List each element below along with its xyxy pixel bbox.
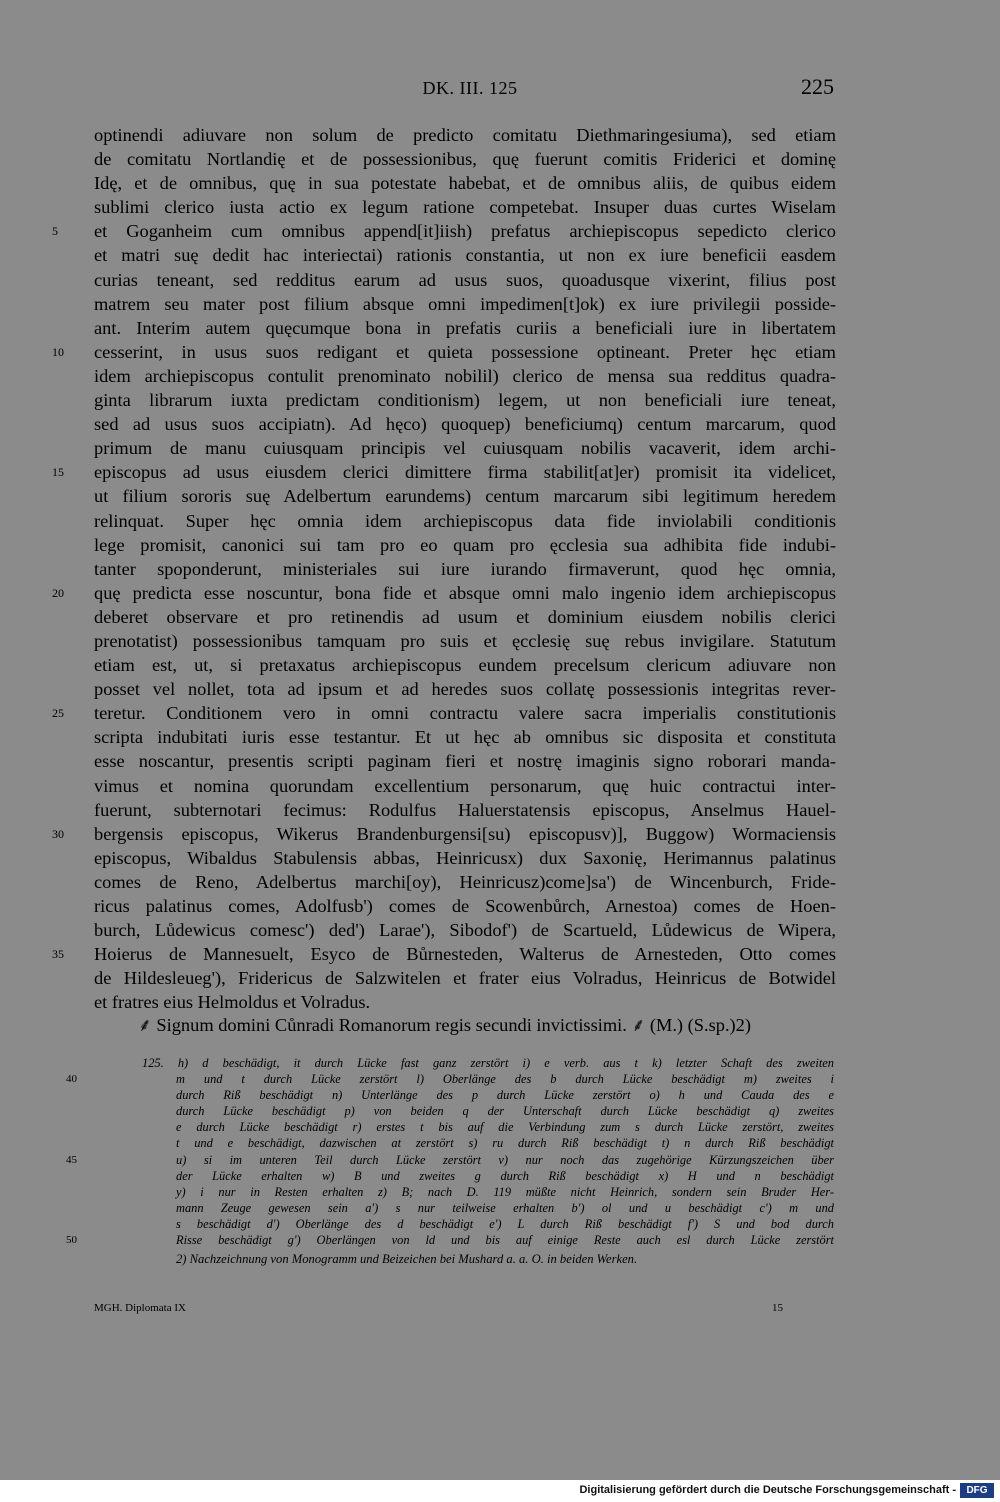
footnote-line xyxy=(66,1152,834,1168)
text-line xyxy=(52,822,836,846)
footnote-text: der Lücke erhalten w) B und zweites g durch Riß beschädigt x) H und n beschädigt xyxy=(176,1168,834,1183)
line-number: 15 xyxy=(52,465,64,480)
text-line xyxy=(94,147,836,171)
text-line xyxy=(94,533,836,557)
text-line xyxy=(52,942,836,966)
line-text: prenotatist) possessionibus tamquam pro suis et ęcclesię suę rebus invigilare. Statutum xyxy=(94,630,836,651)
line-text: idem archiepiscopus contulit prenominato nobilil) clerico de mensa sua redditus quadra- xyxy=(94,365,836,386)
dfg-logo: DFG xyxy=(960,1483,994,1498)
footnote-line xyxy=(176,1087,834,1103)
text-line xyxy=(94,725,836,749)
footer-signature: 15 xyxy=(772,1302,783,1314)
footnote-line xyxy=(176,1216,834,1232)
text-line xyxy=(94,316,836,340)
text-line xyxy=(94,774,836,798)
text-line xyxy=(52,219,836,243)
running-title: DK. III. 125 xyxy=(422,78,518,98)
line-number: 20 xyxy=(52,585,64,600)
line-text: comes de Reno, Adelbertus marchi[oy), Heinricusz)come]sa') de Wincenburch, Fride- xyxy=(94,871,836,892)
footnote-line xyxy=(176,1200,834,1216)
text-line xyxy=(94,123,836,147)
text-line xyxy=(94,436,836,460)
line-text: cesserint, in usus suos redigant et quieta possessione optineant. Preter hęc etiam xyxy=(94,341,836,362)
line-text: lege promisit, canonici sui tam pro eo quam pro ęcclesia sua adhibita fide indubi- xyxy=(94,534,836,555)
footnote-text: t und e beschädigt, dazwischen at zerstört s) ru durch Riß beschädigt t) n durch Riß beschädigt xyxy=(176,1136,834,1151)
footnote-2: 2) Nachzeichnung von Monogramm und Beizeichen bei Mushard a. a. O. in beiden Werken. xyxy=(176,1252,638,1266)
footnote-line xyxy=(176,1184,834,1200)
footnote-line xyxy=(176,1168,834,1184)
line-text: esse noscantur, presentis scripti paginam fieri et nostrę imaginis signo roborari manda- xyxy=(94,751,836,772)
footnote-text: s beschädigt d') Oberlänge des d beschädigt e') L durch Riß beschädigt f') S und bod durch xyxy=(176,1216,834,1231)
text-line xyxy=(94,918,836,942)
line-number: 25 xyxy=(52,706,64,721)
text-line xyxy=(94,243,836,267)
text-line xyxy=(94,894,836,918)
text-line xyxy=(52,340,836,364)
footnote-line xyxy=(66,1232,834,1248)
text-line xyxy=(94,798,836,822)
line-text: et fratres eius Helmoldus et Volradus. xyxy=(94,992,371,1013)
line-text: burch, Lůdewicus comesc') ded') Larae'), Sibodof') de Scartueld, Lůdewicus de Wipera, xyxy=(94,920,836,941)
text-line xyxy=(52,460,836,484)
line-text: ut filium sororis suę Adelbertum earundems) centum marcarum sibi legitimum heredem xyxy=(94,486,836,507)
text-line xyxy=(94,364,836,388)
line-text: bergensis episcopus, Wikerus Brandenburgensi[su) episcopusv)], Buggow) Wormaciensis xyxy=(94,823,836,844)
text-line xyxy=(94,677,836,701)
footnote-text: durch Lücke beschädigt p) von beiden q der Unterschaft durch Lücke beschädigt q) zweites xyxy=(176,1104,834,1119)
dfg-credit-text: Digitalisierung gefördert durch die Deutsche Forschungsgemeinschaft - xyxy=(579,1484,956,1496)
line-text: fuerunt, subternotari fecimus: Rodulfus Haluerstatensis episcopus, Anselmus Hauel- xyxy=(94,799,836,820)
line-text: Hoierus de Mannesuelt, Esyco de Bůrnesteden, Walterus de Arnesteden, Otto comes xyxy=(94,944,836,965)
line-text: de Hildesleueg'), Fridericus de Salzwitelen et frater eius Volradus, Heinricus de Botwidel xyxy=(94,968,836,989)
text-line xyxy=(94,388,836,412)
text-line xyxy=(94,846,836,870)
footnote-text: Risse beschädigt g') Oberlängen von ld und bis auf einige Reste auch esl durch Lücke zerstört xyxy=(176,1233,834,1248)
line-text: optinendi adiuvare non solum de predicto comitatu Diethmaringesiuma), sed etiam xyxy=(94,125,836,145)
dfg-banner xyxy=(0,1480,1000,1502)
line-text: Idę, et de omnibus, quę in sua potestate habebat, et de omnibus aliis, de quibus eidem xyxy=(94,173,836,194)
line-text: et matri suę dedit hac interiectai) rationis constantia, ut non ex iure beneficii easdem xyxy=(94,245,836,266)
footnote-text: e durch Lücke beschädigt r) erstes t bis auf die Verbindung zum s durch Lücke zerstört, zweites xyxy=(176,1120,834,1135)
footnotes xyxy=(66,1055,834,1248)
footnote-line xyxy=(176,1135,834,1151)
line-text: curias teneant, sed redditus earum ad usus suos, quoadusque vixerint, filius post xyxy=(94,269,836,290)
footnote-text: u) si im unteren Teil durch Lücke zerstört v) nur noch das zugehörige Kürzungszeichen über xyxy=(176,1152,834,1167)
line-number: 30 xyxy=(52,826,64,841)
line-number: 40 xyxy=(66,1073,77,1086)
line-text: matrem seu mater post filium absque omni impedimen[t]ok) ex iure privilegii posside- xyxy=(94,293,836,314)
line-text: vimus et nomina quorundam excellentium personarum, quę huic contractui inter- xyxy=(94,775,836,796)
line-text: tanter spoponderunt, ministeriales sui iure iurando firmaverunt, quod hęc omnia, xyxy=(94,558,836,579)
line-number: 5 xyxy=(52,224,58,239)
line-text: ricus palatinus comes, Adolfusb') comes de Scowenbůrch, Arnestoa) comes de Hoen- xyxy=(94,896,836,916)
text-line xyxy=(94,990,836,1014)
line-number: 50 xyxy=(66,1234,77,1247)
footnote-text: mann Zeuge gewesen sein a') s nur teilweise erhalten b') ol und u beschädigt c') m und xyxy=(176,1200,834,1215)
footnote-line xyxy=(176,1103,834,1119)
line-number: 45 xyxy=(66,1153,77,1166)
line-text: et Goganheim cum omnibus append[it]iish) prefatus archiepiscopus sepedicto clerico xyxy=(94,221,836,242)
line-text: primum de manu cuiusquam principis vel cuiusquam nobilis vacaverit, idem archi- xyxy=(94,438,836,459)
line-text: episcopus ad usus eiusdem clerici dimittere firma stabilit[at]er) promisit ita videlicet, xyxy=(94,462,836,483)
text-line xyxy=(94,749,836,773)
text-line xyxy=(52,701,836,725)
text-line xyxy=(94,195,836,219)
line-text: teretur. Conditionem vero in omni contractu valere sacra imperialis constitutionis xyxy=(94,703,836,724)
line-text: posset vel nollet, tota ad ipsum et ad heredes suos collatę possessionis integritas rever- xyxy=(94,679,836,700)
line-text: ant. Interim autem quęcumque bona in prefatis curiis a beneficiali iure in libertatem xyxy=(94,317,836,338)
text-line xyxy=(94,509,836,533)
text-line xyxy=(94,171,836,195)
text-line xyxy=(94,966,836,990)
text-line xyxy=(94,605,836,629)
line-text: relinquat. Super hęc omnia idem archiepiscopus data fide inviolabili conditionis xyxy=(94,510,836,531)
footnote-line xyxy=(142,1055,834,1071)
line-text: episcopus, Wibaldus Stabulensis abbas, Heinricusx) dux Saxonię, Herimannus palatinus xyxy=(94,847,836,868)
signum-line: ⸙ Signum domini Cůnradi Romanorum regis secundi invictissimi. ⸙ (M.) (S.sp.)2) xyxy=(138,1015,751,1035)
line-number: 35 xyxy=(52,947,64,962)
line-text: scripta indubitati iuris esse testantur. Et ut hęc ab omnibus sic disposita et constituta xyxy=(94,727,836,748)
footnote-line xyxy=(176,1119,834,1135)
line-number: 10 xyxy=(52,344,64,359)
footer-series: MGH. Diplomata IX xyxy=(94,1302,186,1314)
text-line xyxy=(94,292,836,316)
footnote-line xyxy=(66,1071,834,1087)
footnote-text: m und t durch Lücke zerstört l) Oberlänge des b durch Lücke beschädigt m) zweites i xyxy=(176,1072,834,1087)
page-number: 225 xyxy=(801,74,834,99)
line-text: etiam est, ut, si pretaxatus archiepiscopus eundem precelsum clericum adiuvare non xyxy=(94,655,836,676)
line-text: quę predicta esse noscuntur, bona fide et absque omni malo ingenio idem archiepiscopus xyxy=(94,582,836,603)
text-line xyxy=(94,629,836,653)
line-text: deberet observare et pro retinendis ad usum et dominium eiusdem nobilis clerici xyxy=(94,606,836,627)
body-text xyxy=(52,123,836,1014)
text-line xyxy=(94,557,836,581)
line-text: sed ad usus suos accipiatn). Ad hęco) quoquep) beneficiumq) centum marcarum, quod xyxy=(94,414,836,435)
text-line xyxy=(52,581,836,605)
footnote-text: durch Riß beschädigt n) Unterlänge des p durch Lücke zerstört o) h und Cauda des e xyxy=(176,1088,834,1103)
footnote-text: 125. h) d beschädigt, it durch Lücke fast ganz zerstört i) e verb. aus t k) letzter Schaft des zweiten xyxy=(142,1056,834,1070)
text-line xyxy=(94,268,836,292)
text-line xyxy=(94,484,836,508)
text-line xyxy=(94,870,836,894)
footnote-text: y) i nur in Resten erhalten z) B; nach D. 119 müßte nicht Heinrich, sondern sein Bruder Her- xyxy=(176,1184,834,1199)
line-text: ginta librarum iuxta predictam conditionism) legem, ut non beneficiali iure teneat, xyxy=(94,390,836,411)
line-text: sublimi clerico iusta actio ex legum ratione competebat. Insuper duas curtes Wiselam xyxy=(94,197,836,218)
line-text: de comitatu Nortlandię et de possessionibus, quę fuerunt comitis Friderici et dominę xyxy=(94,149,836,170)
text-line xyxy=(94,412,836,436)
text-line xyxy=(94,653,836,677)
